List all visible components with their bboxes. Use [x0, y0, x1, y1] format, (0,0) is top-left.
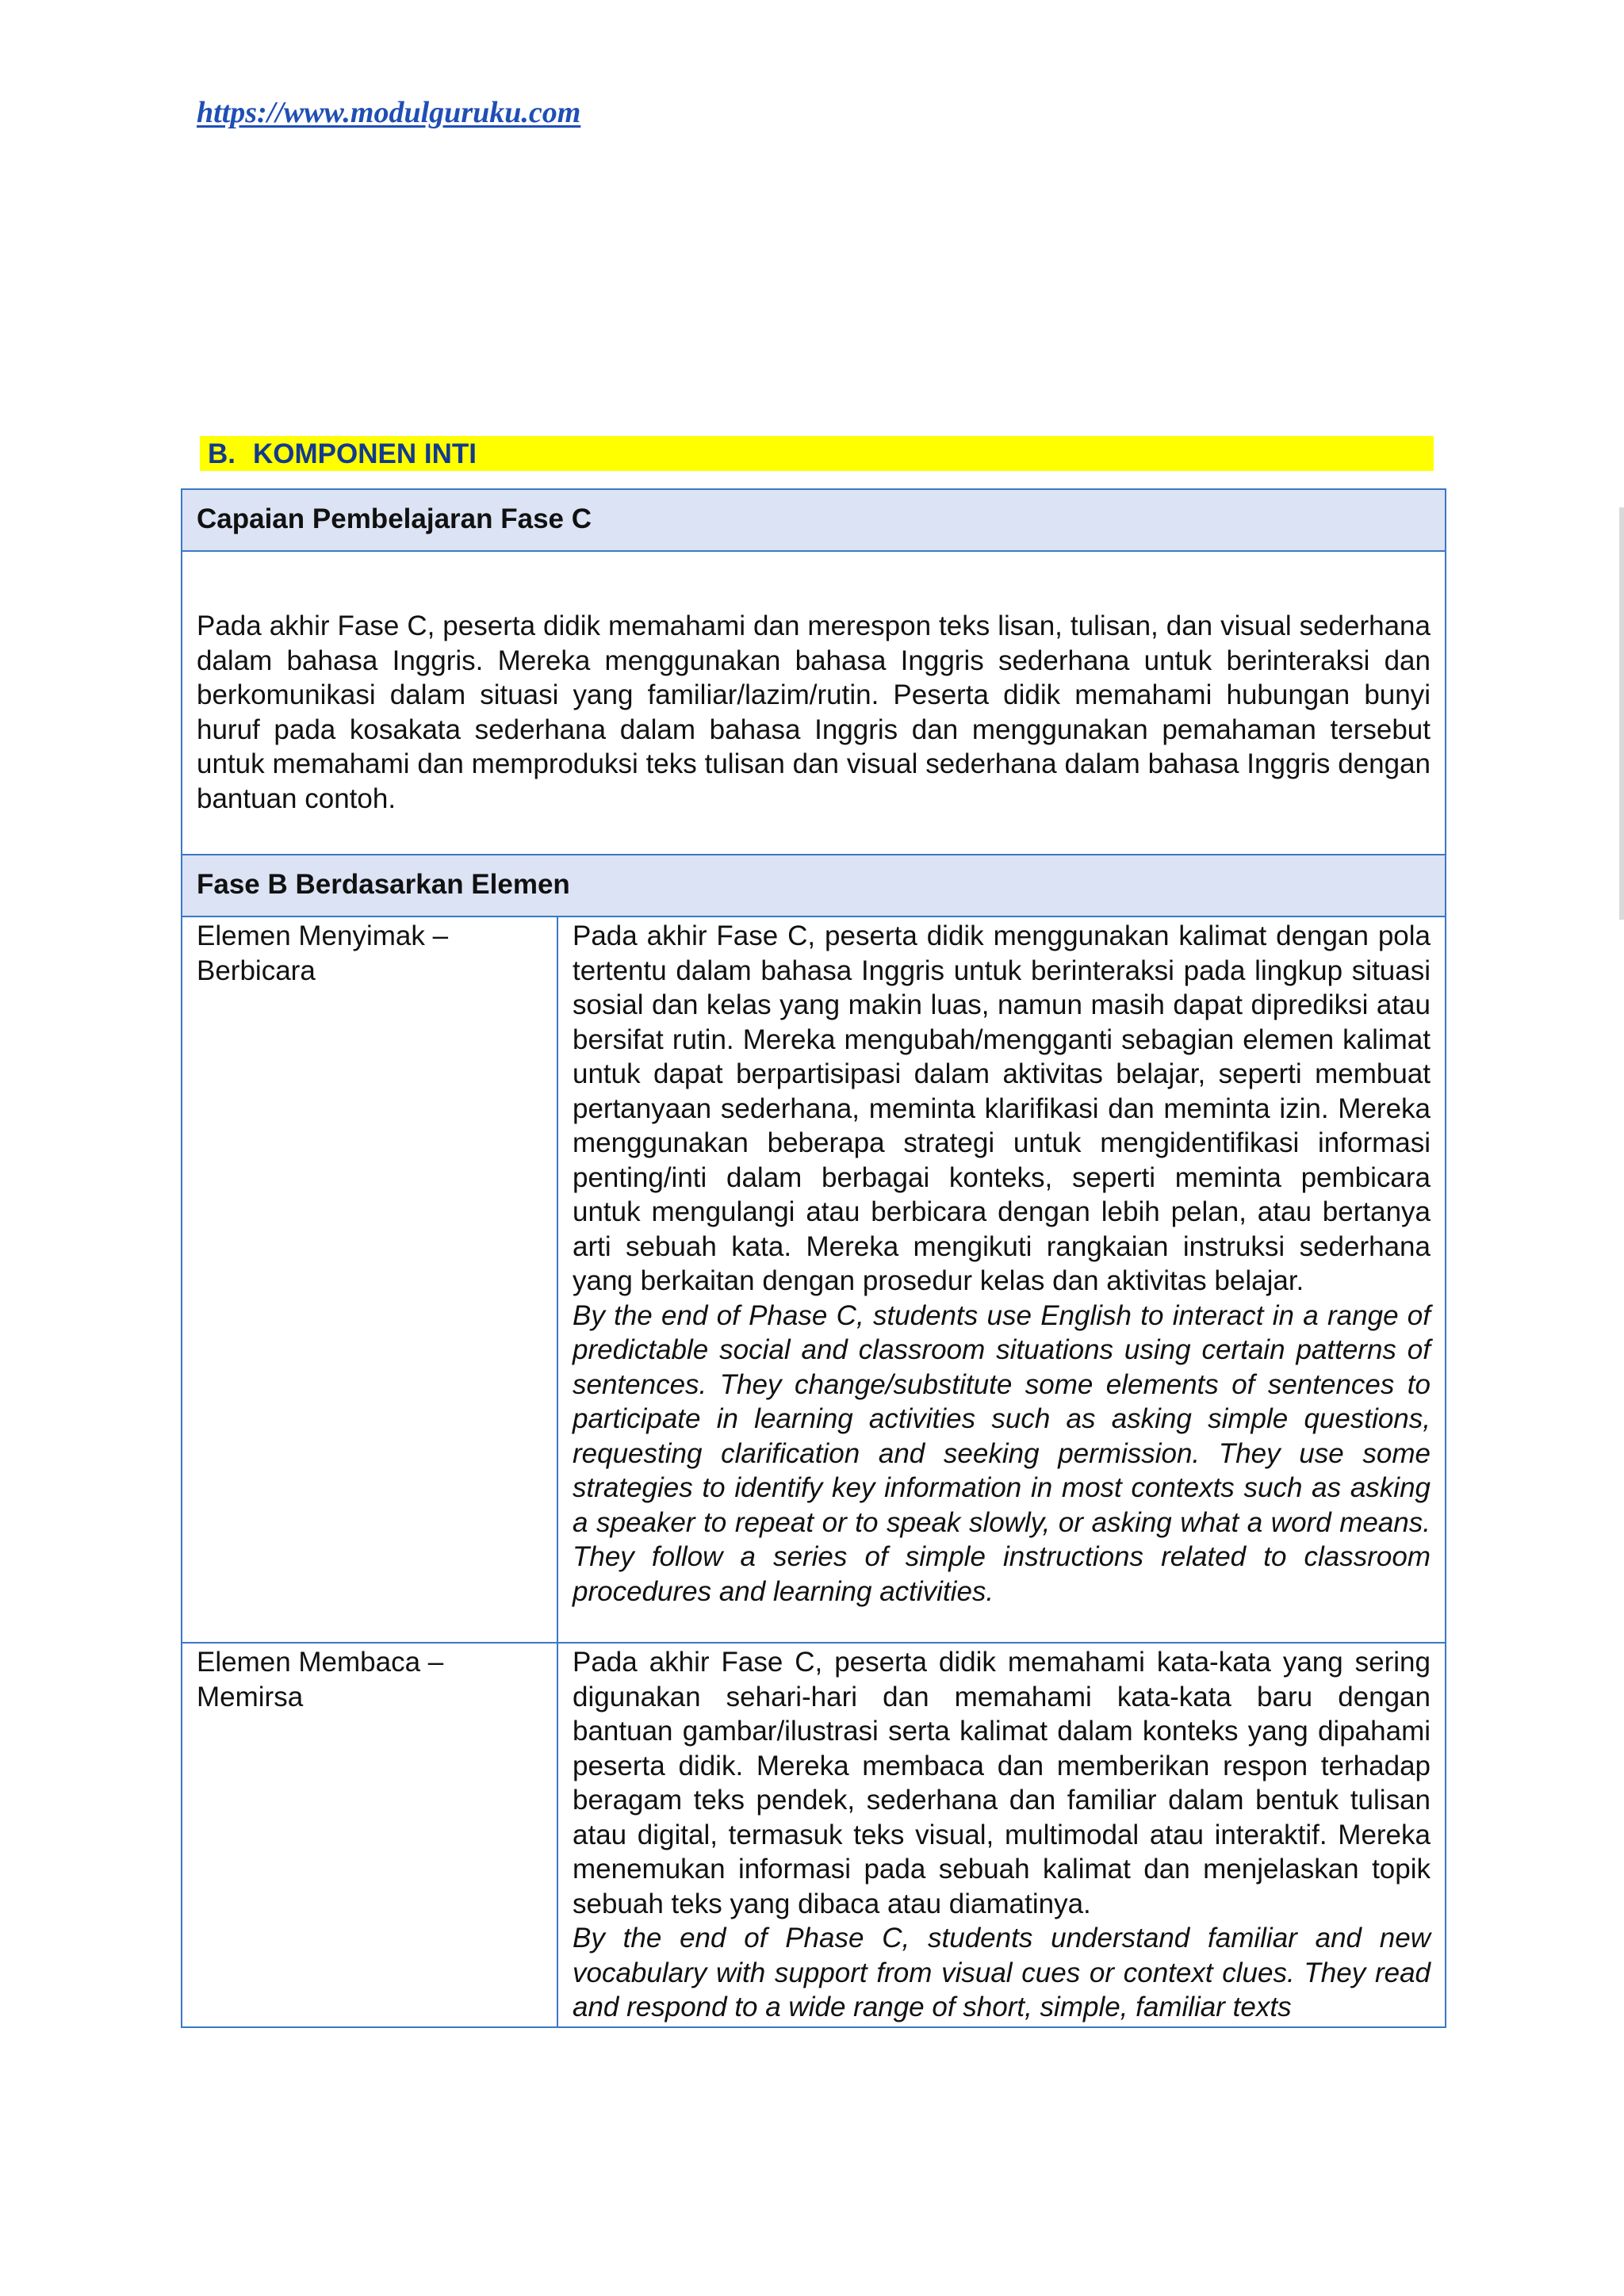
elemen-header: Fase B Berdasarkan Elemen	[182, 855, 1446, 916]
capaian-header: Capaian Pembelajaran Fase C	[182, 489, 1446, 551]
table-row	[182, 916, 1446, 1643]
element-description	[557, 1643, 1446, 2027]
element-description-en: By the end of Phase C, students understand familiar and new vocabulary with support from visual cues or context clues. They read and respond to a wide range of short, simple, familiar texts	[573, 1923, 1431, 2022]
page-edge-shadow	[1619, 507, 1624, 920]
element-description	[557, 916, 1446, 1643]
element-description-en: By the end of Phase C, students use English to interact in a range of predictable social and classroom situations using certain patterns of sentences. They change/substitute some elements of sentences to participate in learning activities such as asking simple questions, requesting clarification and seeking permission. They use some strategies to identify key information in most contexts such as asking a speaker to repeat or to speak slowly, or asking what a word means. They follow a series of simple instructions related to classroom procedures and learning activities.	[573, 1299, 1431, 1607]
section-heading	[200, 436, 1434, 471]
capaian-text: Pada akhir Fase C, peserta didik memahami dan merespon teks lisan, tulisan, dan visual sederhana dalam bahasa Inggris. Mereka menggunakan bahasa Inggris sederhana untuk berinteraksi dan berkomunikasi dalam situasi yang familiar/lazim/rutin. Peserta didik memahami hubungan bunyi huruf pada kosakata sederhana dalam bahasa Inggris dan menggunakan pemahaman tersebut untuk memahami dan memproduksi teks tulisan dan visual sederhana dalam bahasa Inggris dengan bantuan contoh.	[182, 551, 1446, 855]
section-title: KOMPONEN INTI	[253, 438, 477, 469]
capaian-body-row	[182, 551, 1446, 855]
table-row	[182, 1643, 1446, 2027]
capaian-header-row	[182, 489, 1446, 551]
element-label: Elemen Menyimak – Berbicara	[182, 916, 557, 1643]
elemen-header-row	[182, 855, 1446, 916]
learning-outcomes-table	[181, 488, 1446, 2028]
section-number: B.	[208, 438, 236, 469]
element-description-id: Pada akhir Fase C, peserta didik memahami kata-kata yang sering digunakan sehari-hari dan memahami kata-kata baru dengan bantuan gambar/ilustrasi serta kalimat dalam konteks yang dipahami peserta didik. Mereka membaca dan memberikan respon terhadap beragam teks pendek, sederhana dan familiar dalam bentuk tulisan atau digital, termasuk teks visual, multimodal atau interaktif. Mereka menemukan informasi pada sebuah kalimat dan menjelaskan topik sebuah teks yang dibaca atau diamatinya.	[573, 1647, 1431, 1919]
element-label: Elemen Membaca – Memirsa	[182, 1643, 557, 2027]
element-description-id: Pada akhir Fase C, peserta didik menggunakan kalimat dengan pola tertentu dalam bahasa Inggris untuk berinteraksi pada lingkup situasi sosial dan kelas yang makin luas, namun masih dapat diprediksi atau bersifat rutin. Mereka mengubah/mengganti sebagian elemen kalimat untuk dapat berpartisipasi dalam aktivitas belajar, seperti membuat pertanyaan sederhana, meminta klarifikasi dan meminta izin. Mereka menggunakan beberapa strategi untuk mengidentifikasi informasi penting/inti dalam berbagai konteks, seperti meminta pembicara untuk mengulangi atau berbicara dengan lebih pelan, atau bertanya arti sebuah kata. Mereka mengikuti rangkaian instruksi sederhana yang berkaitan dengan prosedur kelas dan aktivitas belajar.	[573, 920, 1431, 1296]
website-link[interactable]: https://www.modulguruku.com	[197, 96, 581, 129]
